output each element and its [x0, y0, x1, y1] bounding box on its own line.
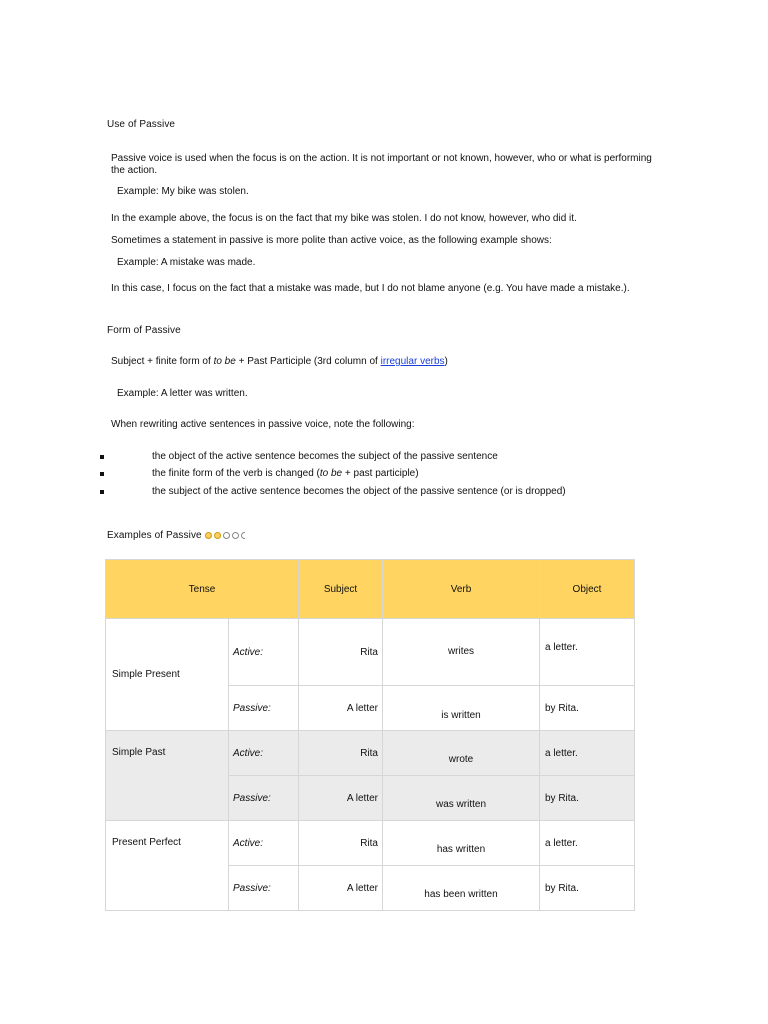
paragraph-no-blame: In this case, I focus on the fact that a mistake was made, but I do not blame anyone (e.g. You have made a mistake.). — [111, 283, 630, 294]
formula-prefix: Subject + finite form of — [111, 356, 214, 367]
rating-dot-empty-icon — [232, 532, 239, 539]
heading-use-of-passive: Use of Passive — [107, 119, 176, 130]
passive-examples-table — [105, 559, 635, 911]
paragraph-passive-definition: Passive voice is used when the focus is on the action. It is not important or not known, however, who or what is performing the action. — [111, 153, 652, 176]
rating-dot-empty-icon — [223, 532, 230, 539]
object-cell: by Rita. — [540, 866, 635, 911]
bullet-item-subject: the subject of the active sentence becomes the object of the passive sentence (or is dropped) — [152, 486, 566, 497]
object-cell: a letter. — [540, 821, 635, 866]
paragraph-politeness: Sometimes a statement in passive is more polite than active voice, as the following example shows: — [111, 235, 552, 246]
voice-label: Passive: — [229, 866, 299, 911]
subject-cell: A letter — [299, 866, 383, 911]
heading-form-of-passive: Form of Passive — [107, 325, 181, 336]
example-letter-written: Example: A letter was written. — [117, 388, 248, 399]
subject-cell: Rita — [299, 731, 383, 776]
bullet-verb-prefix: the finite form of the verb is changed ( — [152, 468, 320, 479]
header-tense: Tense — [106, 560, 299, 619]
example-bike-stolen: Example: My bike was stolen. — [117, 186, 249, 197]
rating-dot-empty-icon — [241, 532, 245, 539]
paragraph-focus-explanation: In the example above, the focus is on the fact that my bike was stolen. I do not know, however, who did it. — [111, 213, 577, 224]
object-cell: by Rita. — [540, 776, 635, 821]
subject-cell: Rita — [299, 821, 383, 866]
irregular-verbs-link[interactable]: irregular verbs — [380, 356, 445, 367]
bullet-item-object: the object of the active sentence becomes the subject of the passive sentence — [152, 451, 498, 462]
header-object: Object — [540, 560, 635, 619]
table-header-row — [106, 560, 635, 619]
voice-label: Passive: — [229, 776, 299, 821]
voice-label: Active: — [229, 731, 299, 776]
object-cell: by Rita. — [540, 686, 635, 731]
voice-label: Active: — [229, 619, 299, 686]
bullet-square-icon — [100, 455, 104, 459]
table-row — [106, 619, 635, 686]
tense-name: Simple Present — [106, 619, 229, 731]
example-mistake-made: Example: A mistake was made. — [117, 257, 256, 268]
bullet-square-icon — [100, 472, 104, 476]
examples-heading-text: Examples of Passive — [107, 530, 202, 541]
voice-label: Active: — [229, 821, 299, 866]
bullet-item-verb — [152, 468, 419, 479]
header-subject: Subject — [299, 560, 383, 619]
verb-cell: wrote — [383, 731, 540, 776]
voice-label: Passive: — [229, 686, 299, 731]
verb-cell: is written — [383, 686, 540, 731]
rating-dot-filled-icon — [205, 532, 212, 539]
bullet-square-icon — [100, 490, 104, 494]
verb-cell: has written — [383, 821, 540, 866]
formula-mid: + Past Participle (3rd column of — [235, 356, 381, 367]
difficulty-rating — [205, 532, 245, 539]
subject-cell: Rita — [299, 619, 383, 686]
subject-cell: A letter — [299, 686, 383, 731]
formula-suffix: ) — [444, 356, 448, 367]
table-row — [106, 731, 635, 776]
tense-name: Present Perfect — [106, 821, 229, 911]
subject-cell: A letter — [299, 776, 383, 821]
rewrite-intro: When rewriting active sentences in passive voice, note the following: — [111, 419, 415, 430]
rating-dot-filled-icon — [214, 532, 221, 539]
bullet-verb-to-be: to be — [319, 468, 343, 479]
table-row — [106, 821, 635, 866]
object-cell: a letter. — [540, 731, 635, 776]
header-verb: Verb — [383, 560, 540, 619]
formula-to-be: to be — [213, 356, 236, 367]
verb-cell: has been written — [383, 866, 540, 911]
verb-cell: writes — [383, 619, 540, 686]
tense-name: Simple Past — [106, 731, 229, 821]
verb-cell: was written — [383, 776, 540, 821]
bullet-verb-suffix: + past participle) — [342, 468, 419, 479]
object-cell: a letter. — [540, 619, 635, 686]
heading-examples-of-passive — [107, 530, 245, 541]
passive-formula — [111, 356, 448, 367]
